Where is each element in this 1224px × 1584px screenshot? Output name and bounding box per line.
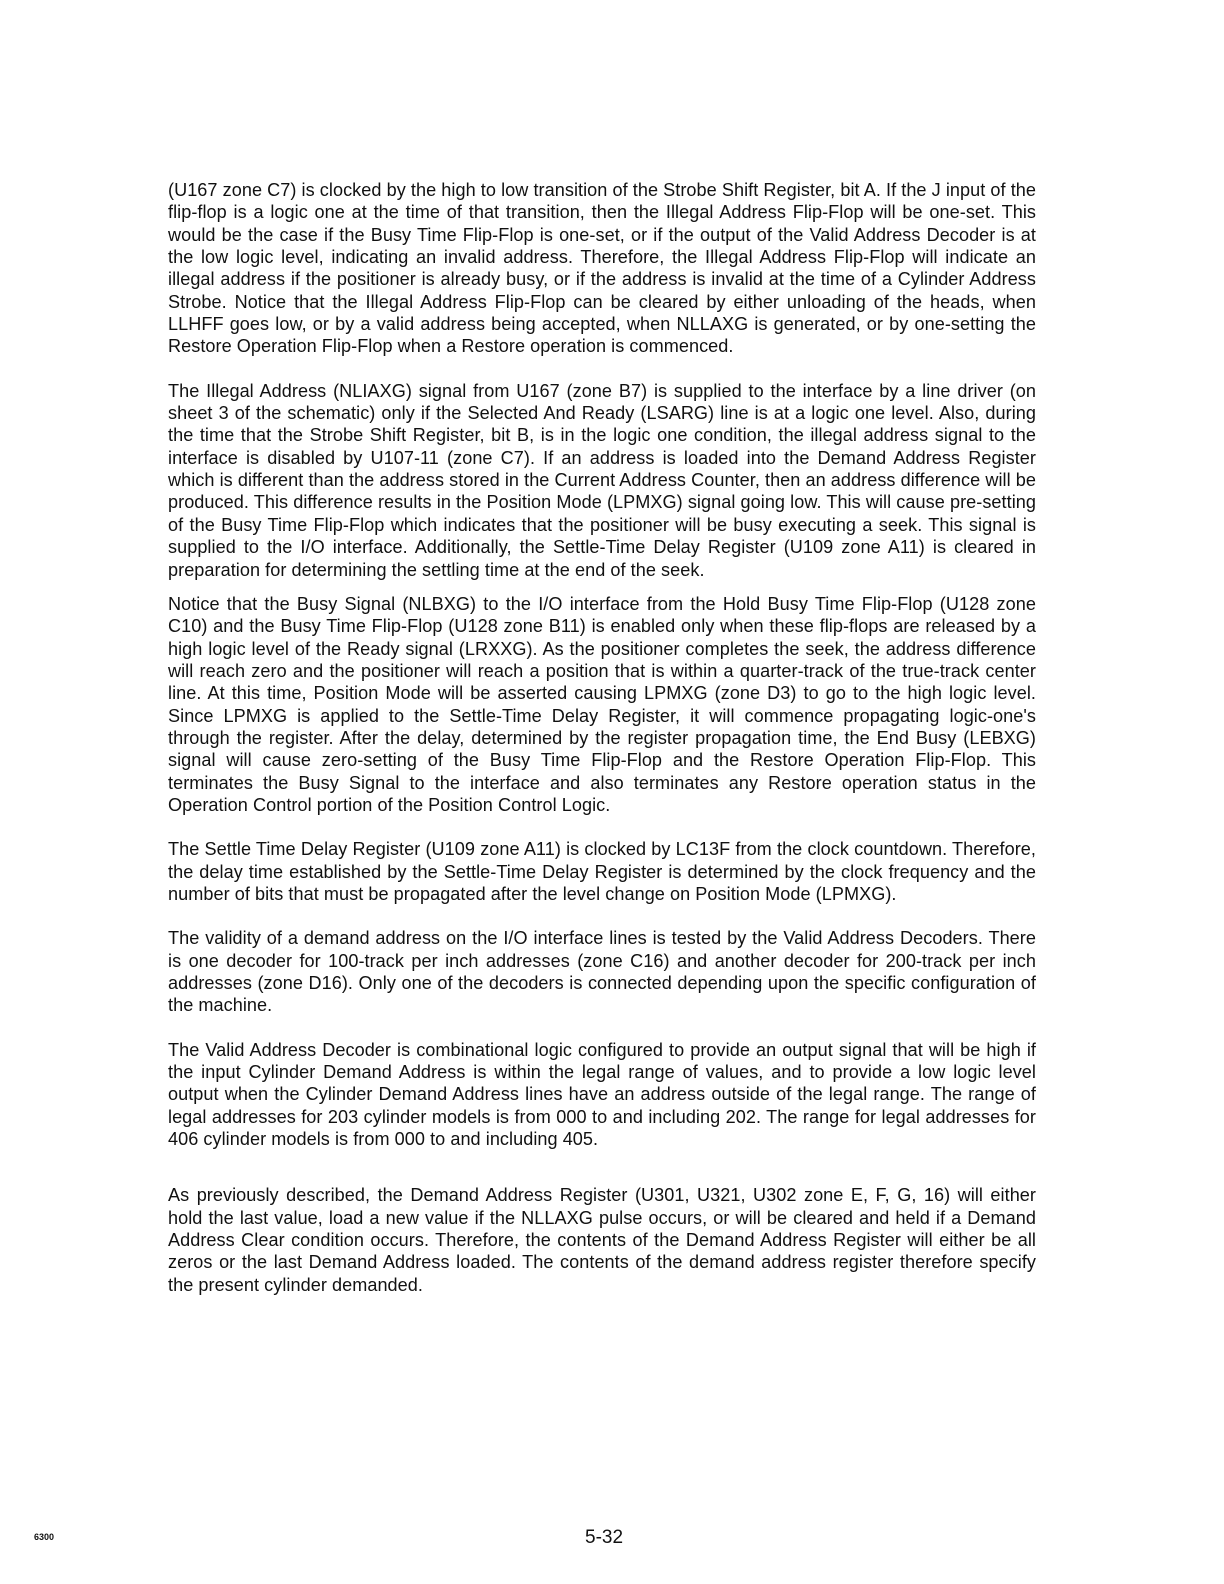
paragraph-valid-address-decoders: The validity of a demand address on the I/O interface lines is tested by the Valid Address Decoders. There is one decoder for 100-track per inch addresses (zone C16) and another decoder for 200-track per inch addresses (zone D16). Only one of the decoders is connected depending upon the specific configuration of the machine. xyxy=(168,928,1036,1016)
body-text xyxy=(168,179,1036,1318)
paragraph-demand-address-register: As previously described, the Demand Address Register (U301, U321, U302 zone E, F, G, 16) will either hold the last value, load a new value if the NLLAXG pulse occurs, or will be cleared and held if a Demand Address Clear condition occurs. Therefore, the contents of the Demand Address Register will either be all zeros or the last Demand Address loaded. The contents of the demand address register therefore specify the present cylinder demanded. xyxy=(168,1185,1036,1295)
model-code: 6300 xyxy=(34,1532,55,1542)
paragraph-illegal-address-flip-flop: (U167 zone C7) is clocked by the high to low transition of the Strobe Shift Register, bit A. If the J input of the flip-flop is a logic one at the time of that transition, then the Illegal Address Flip-Flop will be one-set. This would be the case if the Busy Time Flip-Flop is one-set, or if the output of the Valid Address Decoder is at the low logic level, indicating an invalid address. Therefore, the Illegal Address Flip-Flop will indicate an illegal address if the positioner is already busy, or if the address is invalid at the time of a Cylinder Address Strobe. Notice that the Illegal Address Flip-Flop can be cleared by either unloading of the heads, when LLHFF goes low, or by a valid address being accepted, when NLLAXG is generated, or by one-setting the Restore Operation Flip-Flop when a Restore operation is commenced. xyxy=(168,180,1036,357)
paragraph-illegal-address-signal: The Illegal Address (NLIAXG) signal from U167 (zone B7) is supplied to the interface by a line driver (on sheet 3 of the schematic) only if the Selected And Ready (LSARG) line is at a logic one level. Also, during the time that the Strobe Shift Register, bit B, is in the logic one condition, the illegal address signal to the interface is disabled by U107-11 (zone C7). If an address is loaded into the Demand Address Register which is different than the address stored in the Current Address Counter, then an address difference will be produced. This difference results in the Position Mode (LPMXG) signal going low. This will cause pre-setting of the Busy Time Flip-Flop which indicates that the positioner will be busy executing a seek. This signal is supplied to the I/O interface. Additionally, the Settle-Time Delay Register (U109 zone A11) is cleared in preparation for determining the settling time at the end of the seek. xyxy=(168,380,1036,580)
paragraph-busy-signal: Notice that the Busy Signal (NLBXG) to the I/O interface from the Hold Busy Time Flip-Flop (U128 zone C10) and the Busy Time Flip-Flop (U128 zone B11) is enabled only when these flip-flops are released by a high logic level of the Ready signal (LRXXG). As the positioner completes the seek, the address difference will reach zero and the positioner will reach a position that is within a quarter-track of the true-track center line. At this time, Position Mode will be asserted causing LPMXG (zone D3) to go to the high logic level. Since LPMXG is applied to the Settle-Time Delay Register, it will commence propagating logic-one's through the register. After the delay, determined by the register propagation time, the End Busy (LEBXG) signal will cause zero-setting of the Busy Time Flip-Flop and the Restore Operation Flip-Flop. This terminates the Busy Signal to the interface and also terminates any Restore operation status in the Operation Control portion of the Position Control Logic. xyxy=(168,593,1036,815)
paragraph-settle-time-delay: The Settle Time Delay Register (U109 zone A11) is clocked by LC13F from the clock countdown. Therefore, the delay time established by the Settle-Time Delay Register is determined by the clock frequency and the number of bits that must be propagated after the level change on Position Mode (LPMXG). xyxy=(168,839,1036,904)
page-number: 5-32 xyxy=(585,1527,624,1548)
paragraph-valid-address-decoder-logic: The Valid Address Decoder is combinational logic configured to provide an output signal that will be high if the input Cylinder Demand Address is within the legal range of values, and to provide a low logic level output when the Cylinder Demand Address lines have an address outside of the legal range. The range of legal addresses for 203 cylinder models is from 000 to and including 202. The range for legal addresses for 406 cylinder models is from 000 to and including 405. xyxy=(168,1039,1036,1150)
